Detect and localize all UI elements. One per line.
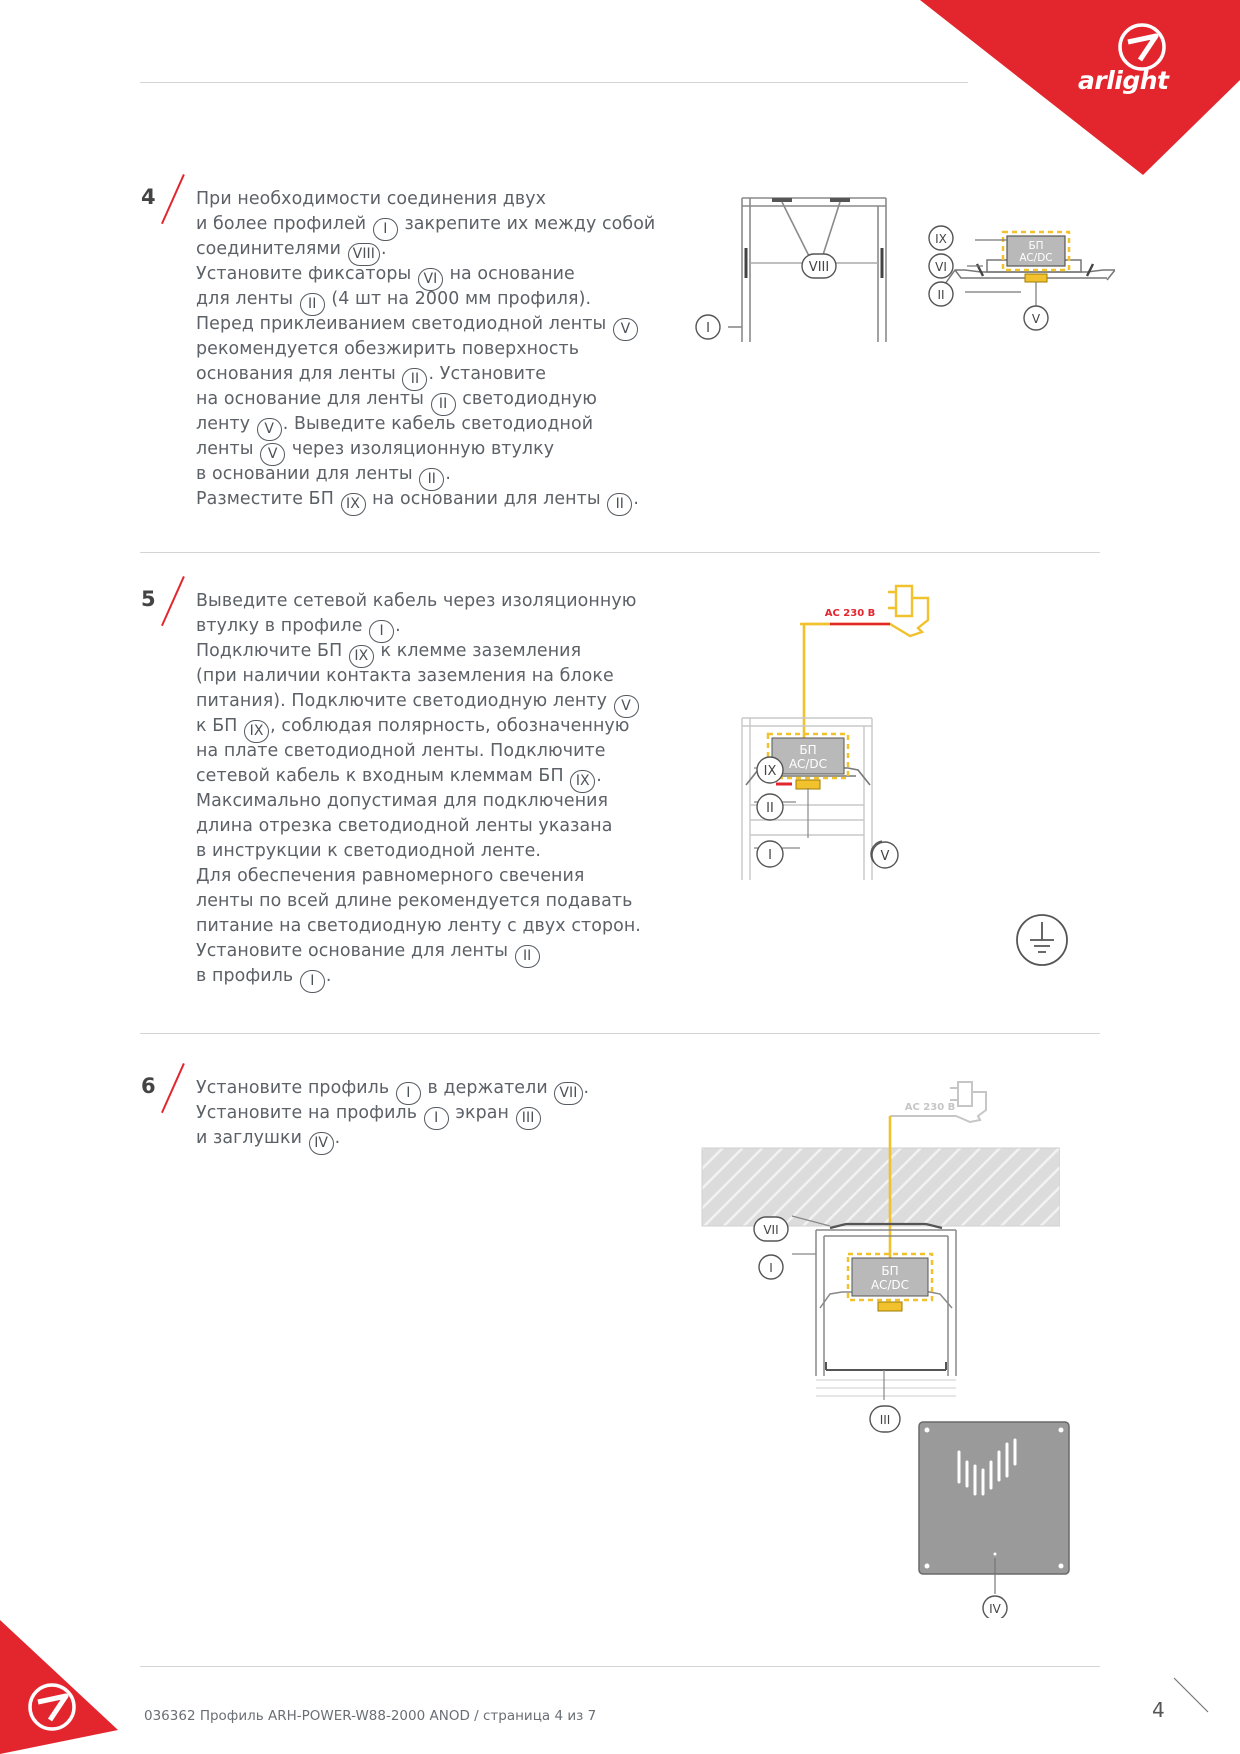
text-run: рекомендуется обезжирить поверхность	[196, 339, 580, 359]
callout-II	[757, 794, 783, 820]
roman-callout: II	[431, 393, 456, 416]
text-run: Установите фиксаторы	[196, 264, 417, 284]
text-run: . Установите	[428, 364, 547, 384]
callout-V-fix	[870, 840, 900, 870]
text-run: .	[583, 1078, 590, 1098]
roman-callout: I	[396, 1082, 421, 1105]
roman-callout: II	[300, 293, 325, 316]
step-text	[196, 187, 655, 512]
text-line	[196, 287, 655, 312]
text-run: в профиль	[196, 966, 299, 986]
callout-III	[868, 1404, 902, 1434]
text-run: и заглушки	[196, 1128, 308, 1148]
svg-text:AC 230 В: AC 230 В	[904, 1102, 956, 1113]
roman-callout: VIII	[348, 243, 380, 266]
text-line	[196, 639, 641, 664]
svg-text:I: I	[706, 321, 710, 336]
divider-1	[140, 552, 1100, 553]
text-run: через изоляционную втулку	[286, 439, 555, 459]
text-run: Установите основание для ленты	[196, 941, 514, 961]
text-run: для ленты	[196, 289, 299, 309]
ground-icon	[1014, 912, 1070, 968]
callout-I	[759, 1255, 783, 1279]
roman-callout: II	[402, 368, 427, 391]
step-text	[196, 1076, 589, 1151]
callout-VII	[754, 1217, 788, 1241]
svg-text:AC/DC: AC/DC	[788, 757, 828, 771]
text-run: (4 шт на 2000 мм профиля).	[325, 289, 592, 309]
svg-text:VII: VII	[763, 1223, 779, 1237]
text-line	[196, 964, 641, 989]
callout-VI	[929, 254, 953, 278]
text-line	[196, 262, 655, 287]
svg-text:II: II	[937, 288, 945, 302]
step-number: 6	[141, 1074, 156, 1098]
svg-text:AC 230 В: AC 230 В	[824, 608, 876, 619]
text-run: в держатели	[421, 1078, 554, 1098]
svg-text:БП: БП	[881, 1264, 899, 1278]
text-run: Максимально допустимая для подключения	[196, 791, 609, 811]
svg-text:AC/DC: AC/DC	[1019, 252, 1053, 264]
svg-text:IX: IX	[935, 232, 947, 246]
callout-II	[929, 282, 953, 306]
text-run: .	[395, 616, 401, 636]
text-run: светодиодную	[456, 389, 597, 409]
svg-text:БП: БП	[1028, 240, 1044, 252]
text-line	[196, 764, 641, 789]
roman-callout: VII	[554, 1082, 582, 1105]
svg-text:VIII: VIII	[808, 260, 830, 275]
text-line	[196, 237, 655, 262]
callout-V	[1024, 306, 1048, 330]
text-run: Разместите БП	[196, 489, 340, 509]
text-run: .	[334, 1128, 341, 1148]
roman-callout: VI	[418, 268, 443, 291]
text-run: длина отрезка светодиодной ленты указана	[196, 816, 613, 836]
text-run: .	[633, 489, 639, 509]
page-number: 4	[1152, 1698, 1165, 1722]
callout-IV	[983, 1596, 1007, 1618]
text-line	[196, 487, 655, 512]
text-line	[196, 914, 641, 939]
divider-footer	[140, 1666, 1100, 1667]
text-line	[196, 739, 641, 764]
svg-text:I: I	[768, 848, 772, 863]
footer-doc-info: 036362 Профиль ARH-POWER-W88-2000 ANOD / страница 4 из 7	[144, 1708, 597, 1724]
roman-callout: IX	[341, 493, 366, 516]
step-slash	[161, 174, 185, 224]
brand-name: arlight	[1078, 66, 1169, 95]
divider-2	[140, 1033, 1100, 1034]
svg-text:VI: VI	[935, 260, 947, 274]
text-run: к клемме заземления	[374, 641, 582, 661]
ceiling-callouts	[752, 1215, 792, 1305]
wiring-callouts	[752, 752, 882, 872]
end-cap-drawing	[915, 1418, 1145, 1618]
svg-text:IX: IX	[763, 764, 777, 779]
text-line	[196, 437, 655, 462]
text-run: Выведите сетевой кабель через изоляционную	[196, 591, 637, 611]
text-line	[196, 589, 641, 614]
roman-callout: I	[373, 218, 398, 241]
diagram-profile-connectors	[680, 190, 920, 350]
text-run: и более профилей	[196, 214, 372, 234]
text-run: в основании для ленты	[196, 464, 419, 484]
text-run: .	[325, 966, 332, 986]
svg-text:AC/DC: AC/DC	[870, 1278, 910, 1292]
step-slash	[161, 1063, 185, 1113]
text-run: к БП	[196, 716, 244, 736]
text-run: ленты	[196, 439, 260, 459]
svg-text:IV: IV	[989, 1602, 1001, 1616]
text-run: на основании для ленты	[366, 489, 607, 509]
page-corner-line	[1172, 1676, 1212, 1716]
text-line	[196, 1076, 589, 1101]
text-line	[196, 889, 641, 914]
svg-text:V: V	[880, 849, 890, 864]
roman-callout: IX	[349, 645, 374, 668]
step-slash	[161, 576, 185, 626]
text-run: Для обеспечения равномерного свечения	[196, 866, 585, 886]
text-run: ленты по всей длине рекомендуется подавать	[196, 891, 633, 911]
svg-text:III: III	[879, 1413, 891, 1427]
callout-VIII	[802, 254, 836, 278]
text-line	[196, 839, 641, 864]
step-text	[196, 589, 641, 989]
roman-callout: I	[300, 970, 325, 993]
text-run: питания). Подключите светодиодную ленту	[196, 691, 613, 711]
text-run: закрепите их между собой	[398, 214, 656, 234]
text-line	[196, 387, 655, 412]
roman-callout: II	[607, 493, 632, 516]
step-number: 5	[141, 587, 156, 611]
text-run: Установите на профиль	[196, 1103, 423, 1123]
text-run: основания для ленты	[196, 364, 402, 384]
callout-I	[696, 315, 720, 339]
text-run: , соблюдая полярность, обозначенную	[270, 716, 630, 736]
text-line	[196, 789, 641, 814]
text-line	[196, 312, 655, 337]
text-run: .	[381, 239, 387, 259]
roman-callout: V	[260, 443, 285, 466]
text-line	[196, 614, 641, 639]
text-run: Перед приклеиванием светодиодной ленты	[196, 314, 612, 334]
text-line	[196, 864, 641, 889]
text-run: экран	[449, 1103, 515, 1123]
text-line	[196, 1101, 589, 1126]
text-run: на основание	[443, 264, 575, 284]
text-run: на основание для ленты	[196, 389, 430, 409]
roman-callout: V	[613, 318, 638, 341]
svg-text:I: I	[769, 1261, 773, 1275]
text-run: . Выведите кабель светодиодной	[282, 414, 594, 434]
text-line	[196, 939, 641, 964]
roman-callout: IV	[309, 1132, 334, 1155]
callout-I	[757, 841, 783, 867]
callout-IX	[757, 757, 783, 783]
text-line	[196, 664, 641, 689]
roman-callout: IX	[570, 770, 595, 793]
text-run: в инструкции к светодиодной ленте.	[196, 841, 542, 861]
svg-text:V: V	[1031, 312, 1041, 326]
text-line	[196, 337, 655, 362]
text-line	[196, 689, 641, 714]
text-run: .	[596, 766, 602, 786]
text-run: Подключите БП	[196, 641, 348, 661]
text-run: соединителями	[196, 239, 347, 259]
callout-IX	[929, 226, 953, 250]
text-run: .	[445, 464, 451, 484]
roman-callout: III	[516, 1107, 541, 1130]
text-run: втулку в профиле	[196, 616, 369, 636]
roman-callout: I	[424, 1107, 449, 1130]
roman-callout: V	[257, 418, 282, 441]
diagram-base-section	[925, 222, 1115, 342]
text-line	[196, 714, 641, 739]
roman-callout: IX	[244, 720, 269, 743]
text-run: (при наличии контакта заземления на блоке	[196, 666, 614, 686]
text-run: Установите профиль	[196, 1078, 395, 1098]
text-run: питание на светодиодную ленту с двух сторон.	[196, 916, 641, 936]
roman-callout: V	[614, 695, 639, 718]
text-line	[196, 412, 655, 437]
svg-text:БП: БП	[799, 743, 817, 757]
roman-callout: II	[419, 468, 444, 491]
corner-bottom	[0, 1590, 120, 1754]
text-line	[196, 362, 655, 387]
text-run: При необходимости соединения двух	[196, 189, 547, 209]
text-run: сетевой кабель к входным клеммам БП	[196, 766, 570, 786]
text-line	[196, 462, 655, 487]
step-number: 4	[141, 185, 156, 209]
text-line	[196, 187, 655, 212]
roman-callout: I	[369, 620, 394, 643]
text-run: ленту	[196, 414, 256, 434]
svg-text:II: II	[766, 801, 774, 816]
roman-callout: II	[515, 945, 540, 968]
text-line	[196, 814, 641, 839]
text-run: на плате светодиодной ленты. Подключите	[196, 741, 606, 761]
text-line	[196, 212, 655, 237]
top-rule	[140, 82, 968, 83]
